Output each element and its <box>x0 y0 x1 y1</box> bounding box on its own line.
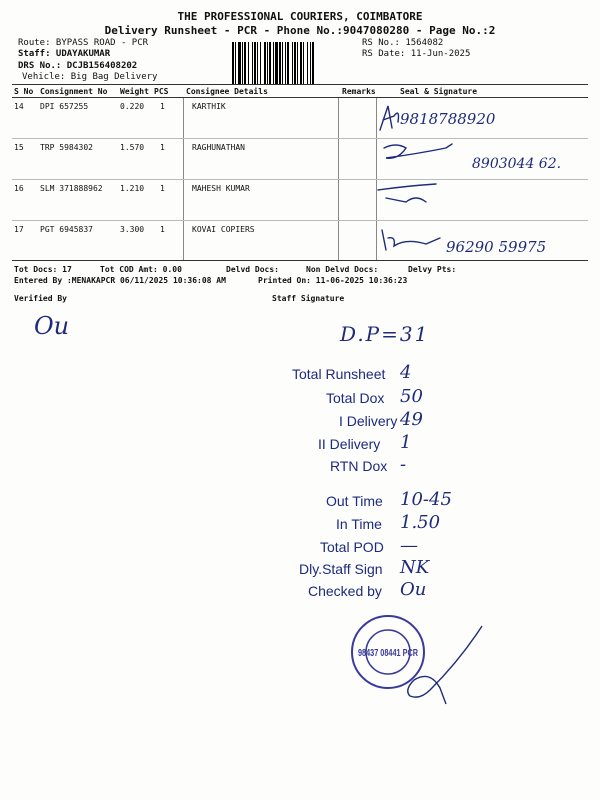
col-remarks: Remarks <box>342 87 376 96</box>
consignee: MAHESH KUMAR <box>192 184 250 193</box>
verified-initials: Ou <box>34 312 70 340</box>
phone-3: 96290 59975 <box>446 238 547 256</box>
summary-value: 10-45 <box>400 489 452 510</box>
signature-stroke-1 <box>380 106 399 130</box>
summary-value: 1.50 <box>400 512 441 533</box>
rs-number: RS No.: 1564082 <box>362 38 444 48</box>
route-label: Route: BYPASS ROAD - PCR <box>18 38 149 48</box>
pcs: 1 <box>160 102 165 111</box>
stamp-text: 98437 08441 PCR <box>358 648 419 659</box>
runsheet-subtitle: Delivery Runsheet - PCR - Phone No.:9047080280 - Page No.:2 <box>104 24 496 37</box>
summary-label: Checked by <box>308 583 382 599</box>
consignee: KOVAI COPIERS <box>192 225 255 234</box>
signature-stroke-2 <box>384 144 452 158</box>
summary-value: 4 <box>400 362 412 383</box>
delivery-points: Delvy Pts: <box>408 265 457 274</box>
handwritten-signatures <box>376 98 586 260</box>
rs-date: RS Date: 11-Jun-2025 <box>362 49 471 59</box>
summary-label: I Delivery <box>339 413 398 429</box>
summary-label: RTN Dox <box>330 458 388 474</box>
summary-label: Out Time <box>326 493 383 509</box>
weight: 0.220 <box>120 102 145 111</box>
col-seal-signature: Seal & Signature <box>400 87 478 96</box>
staff-signature-label: Staff Signature <box>272 294 345 303</box>
weight: 1.570 <box>120 143 145 152</box>
table-row: 15 <box>14 143 24 152</box>
summary-label: Dly.Staff Sign <box>299 561 383 577</box>
dp-count: D.P=31 <box>340 322 430 346</box>
summary-value: 1 <box>400 432 412 453</box>
col-sno: S No <box>14 87 34 96</box>
signature-stroke-4 <box>382 230 440 250</box>
table-row: 17 <box>14 225 24 234</box>
barcode <box>232 42 358 84</box>
summary-label: Total Runsheet <box>292 366 386 382</box>
summary-label: II Delivery <box>318 436 381 452</box>
col-consignment: Consignment No <box>40 87 108 96</box>
pcs: 1 <box>160 184 165 193</box>
checker-signature <box>400 620 490 710</box>
summary-value: 50 <box>400 386 423 407</box>
non-delivered-docs: Non Delvd Docs: <box>306 265 379 274</box>
barcode-bar <box>314 42 315 84</box>
summary-label: In Time <box>336 516 382 532</box>
signature-stroke-3 <box>378 184 436 202</box>
staff-label: Staff: UDAYAKUMAR <box>18 49 111 59</box>
weight: 1.210 <box>120 184 145 193</box>
phone-2: 8903044 62. <box>472 156 562 172</box>
table-row: 16 <box>14 184 24 193</box>
summary-value: 49 <box>400 409 423 430</box>
consignment-no: TRP 5984302 <box>40 143 93 152</box>
col-pcs: PCS <box>154 87 169 96</box>
drs-number: DRS No.: DCJB156408202 <box>18 61 138 71</box>
consignee: KARTHIK <box>192 102 226 111</box>
consignment-no: PGT 6945837 <box>40 225 93 234</box>
table-row: 14 <box>14 102 24 111</box>
verified-by-label: Verified By <box>14 294 67 303</box>
summary-value: - <box>400 454 407 475</box>
pcs: 1 <box>160 143 165 152</box>
phone-1: 9818788920 <box>400 110 496 128</box>
consignment-no: SLM 371888962 <box>40 184 103 193</box>
pcs: 1 <box>160 225 165 234</box>
summary-label: Total Dox <box>326 390 385 406</box>
summary-value: NK <box>400 557 430 578</box>
summary-value: Ou <box>400 579 427 600</box>
total-cod-amount: Tot COD Amt: 0.00 <box>100 265 182 274</box>
entered-by: Entered By :MENAKAPCR 06/11/2025 10:36:08 AM <box>14 276 226 285</box>
company-title: THE PROFESSIONAL COURIERS, COIMBATORE <box>177 10 423 23</box>
consignee: RAGHUNATHAN <box>192 143 245 152</box>
weight: 3.300 <box>120 225 145 234</box>
summary-label: Total POD <box>320 539 384 555</box>
col-weight: Weight <box>120 87 149 96</box>
delivered-docs: Delvd Docs: <box>226 265 279 274</box>
summary-value: — <box>400 535 418 556</box>
col-consignee: Consignee Details <box>186 87 268 96</box>
printed-on: Printed On: 11-06-2025 10:36:23 <box>258 276 408 285</box>
total-docs: Tot Docs: 17 <box>14 265 72 274</box>
consignment-no: DPI 657255 <box>40 102 89 111</box>
vehicle-label: Vehicle: Big Bag Delivery <box>22 72 158 82</box>
